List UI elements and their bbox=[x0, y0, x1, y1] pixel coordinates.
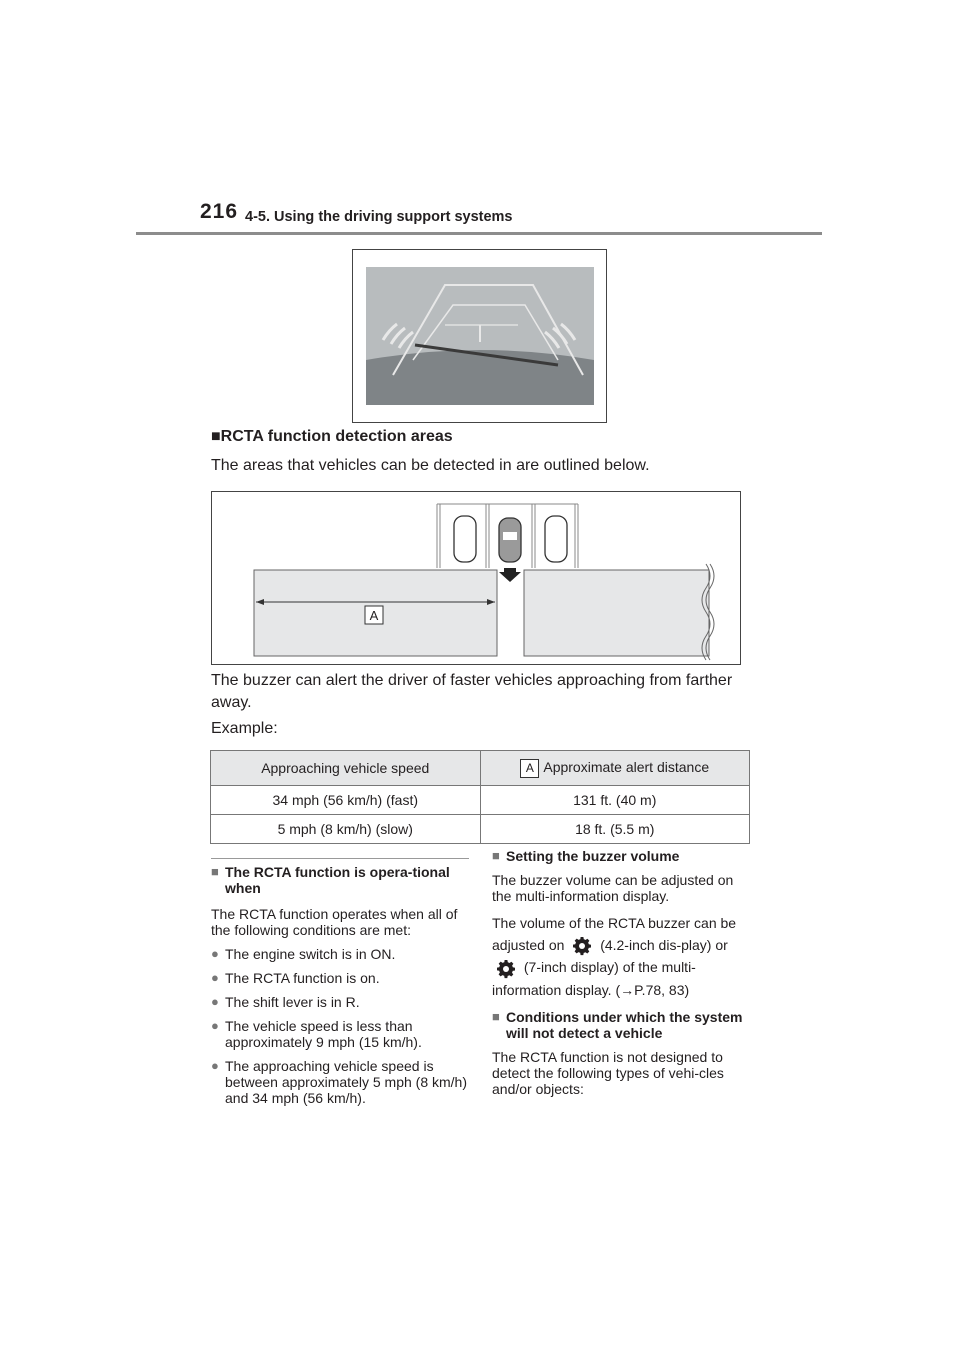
operational-heading: ■ The RCTA function is opera-tional when bbox=[211, 864, 450, 896]
buzzer-volume-para: The buzzer volume can be adjusted on the multi-information display. bbox=[492, 872, 734, 904]
distance-header-text: Approximate alert distance bbox=[543, 758, 710, 775]
page-number: 216 bbox=[200, 200, 239, 223]
page-reference-link[interactable]: P.78, 83) bbox=[634, 981, 690, 998]
speed-cell: 34 mph (56 km/h) (fast) bbox=[211, 786, 481, 815]
alert-distance-table bbox=[210, 750, 750, 844]
operational-intro: The RCTA function operates when all of the following conditions are met: bbox=[211, 906, 458, 938]
rcta-intro-text: The areas that vehicles can be detected in are outlined below. bbox=[211, 457, 650, 474]
circle-bullet-icon: ● bbox=[211, 1058, 219, 1073]
buzzer-volume-heading: ■ Setting the buzzer volume bbox=[492, 848, 680, 864]
list-item: ● The approaching vehicle speed is between approximately 5 mph (8 km/h) and 34 mph (56 km/h). bbox=[211, 1058, 467, 1106]
buzzer-description: The buzzer can alert the driver of faster vehicles approaching from farther away. bbox=[211, 672, 733, 711]
circle-bullet-icon: ● bbox=[211, 970, 219, 985]
square-bullet-icon: ■ bbox=[492, 848, 500, 863]
gear-icon bbox=[572, 936, 592, 956]
right-column bbox=[492, 848, 754, 1105]
list-item: ● The RCTA function is on. bbox=[211, 970, 380, 986]
camera-display-illustration bbox=[352, 249, 607, 423]
table-row bbox=[211, 815, 750, 844]
speed-column-header: Approaching vehicle speed bbox=[211, 751, 481, 786]
section-title: 4-5. Using the driving support systems bbox=[245, 209, 513, 225]
camera-view-icon bbox=[353, 250, 606, 422]
list-item: ● The shift lever is in R. bbox=[211, 994, 360, 1010]
area-a-badge: A bbox=[520, 759, 539, 778]
gear-icon bbox=[496, 959, 516, 979]
detection-area-illustration bbox=[211, 491, 741, 665]
table-header-row bbox=[211, 751, 750, 786]
no-detection-heading: ■ Conditions under which the system will not detect a vehicle bbox=[492, 1008, 743, 1041]
rcta-detection-heading: ■RCTA function detection areas bbox=[211, 428, 453, 445]
list-item: ● The engine switch is in ON. bbox=[211, 946, 396, 962]
circle-bullet-icon: ● bbox=[211, 1018, 219, 1033]
speed-cell: 5 mph (8 km/h) (slow) bbox=[211, 815, 481, 844]
no-detection-para: The RCTA function is not designed to detect the following types of vehi-cles and/or objects: bbox=[492, 1048, 724, 1097]
square-bullet-icon: ■ bbox=[211, 864, 219, 879]
distance-cell: 131 ft. (40 m) bbox=[480, 786, 750, 815]
area-a-label: A bbox=[369, 608, 379, 623]
example-label: Example: bbox=[211, 720, 278, 737]
list-item: ● The vehicle speed is less than approximately 9 mph (15 km/h). bbox=[211, 1018, 422, 1050]
distance-column-header bbox=[480, 751, 750, 786]
header-divider bbox=[136, 232, 822, 235]
distance-cell: 18 ft. (5.5 m) bbox=[480, 815, 750, 844]
arrow-right-icon: → bbox=[620, 981, 635, 998]
buzzer-volume-settings-para: The volume of the RCTA buzzer can be adjusted on (4.2-inch dis-play) or (7-inch display) of the multi-information display. (→P.78, 83) bbox=[492, 915, 737, 998]
detection-area-diagram bbox=[212, 492, 740, 664]
left-column bbox=[211, 858, 469, 1114]
circle-bullet-icon: ● bbox=[211, 946, 219, 961]
square-bullet-icon: ■ bbox=[492, 1008, 500, 1024]
circle-bullet-icon: ● bbox=[211, 994, 219, 1009]
table-row bbox=[211, 786, 750, 815]
rcta-heading-text: RCTA function detection areas bbox=[220, 428, 453, 445]
